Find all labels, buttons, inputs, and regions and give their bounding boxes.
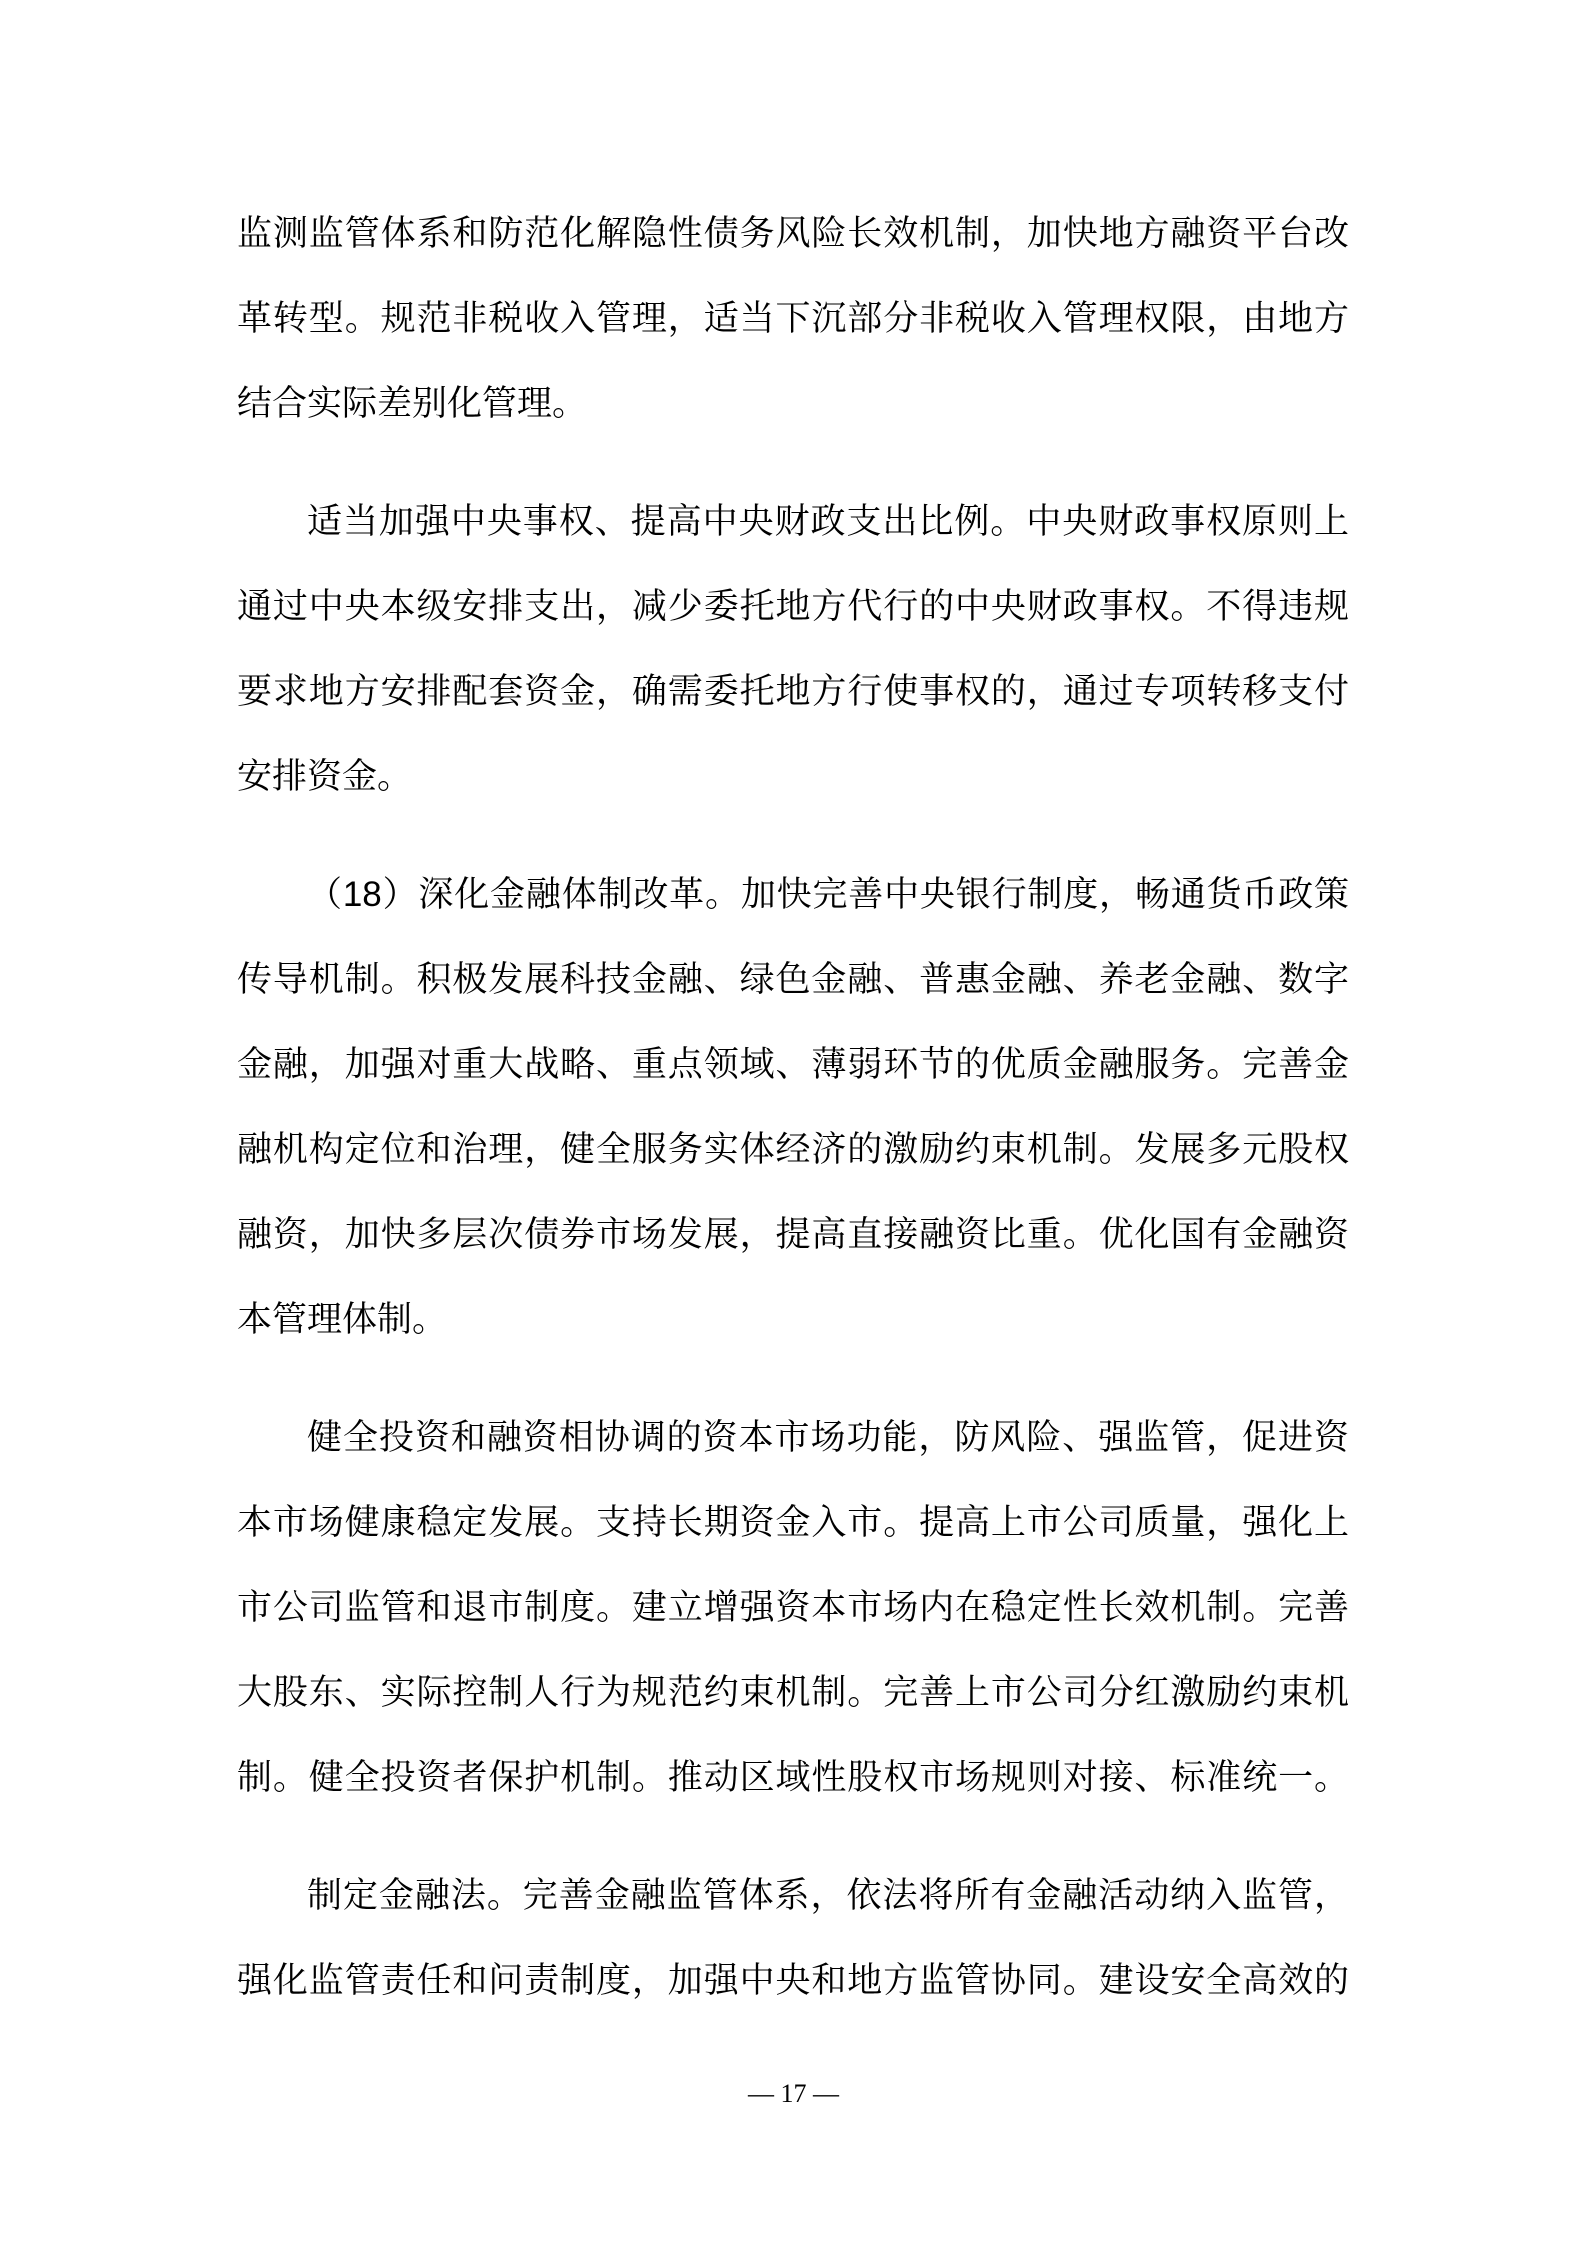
page-footer xyxy=(0,2079,1587,2109)
text-line: 健全投资和融资相协调的资本市场功能，防风险、强监管，促进资 xyxy=(307,1418,1349,1457)
text-line: 传导机制。积极发展科技金融、绿色金融、普惠金融、养老金融、数字 xyxy=(237,960,1349,999)
text-line: 制。健全投资者保护机制。推动区域性股权市场规则对接、标准统一。 xyxy=(237,1758,1349,1797)
text-line: 革转型。规范非税收入管理，适当下沉部分非税收入管理权限，由地方 xyxy=(237,299,1349,338)
text-line: 监测监管体系和防范化解隐性债务风险长效机制，加快地方融资平台改 xyxy=(237,214,1349,253)
text-line: 强化监管责任和问责制度，加强中央和地方监管协同。建设安全高效的 xyxy=(237,1961,1349,2000)
text-line: 制定金融法。完善金融监管体系，依法将所有金融活动纳入监管， xyxy=(307,1876,1349,1915)
paragraph xyxy=(237,479,1349,819)
text-line: 金融，加强对重大战略、重点领域、薄弱环节的优质金融服务。完善金 xyxy=(237,1045,1349,1084)
text-line: 市公司监管和退市制度。建立增强资本市场内在稳定性长效机制。完善 xyxy=(237,1588,1349,1627)
text-line: 安排资金。 xyxy=(237,757,413,796)
text-line: 结合实际差别化管理。 xyxy=(237,384,588,423)
paragraph xyxy=(237,1853,1349,2023)
text-line: 融资，加快多层次债券市场发展，提高直接融资比重。优化国有金融资 xyxy=(237,1215,1349,1254)
paragraph xyxy=(237,1395,1349,1820)
paragraph xyxy=(237,852,1349,1362)
text-line: 通过中央本级安排支出，减少委托地方代行的中央财政事权。不得违规 xyxy=(237,587,1349,626)
text-line: 本市场健康稳定发展。支持长期资金入市。提高上市公司质量，强化上 xyxy=(237,1503,1349,1542)
text-line: 本管理体制。 xyxy=(237,1300,448,1339)
document-body xyxy=(237,191,1349,2023)
text-line: 适当加强中央事权、提高中央财政支出比例。中央财政事权原则上 xyxy=(307,502,1349,541)
text-line: 融机构定位和治理，健全服务实体经济的激励约束机制。发展多元股权 xyxy=(237,1130,1349,1169)
text-line: （18）深化金融体制改革。加快完善中央银行制度，畅通货币政策 xyxy=(307,875,1349,914)
page-number: — 17 — xyxy=(748,2079,839,2108)
text-line: 要求地方安排配套资金，确需委托地方行使事权的，通过专项转移支付 xyxy=(237,672,1349,711)
paragraph xyxy=(237,191,1349,446)
text-line: 大股东、实际控制人行为规范约束机制。完善上市公司分红激励约束机 xyxy=(237,1673,1349,1712)
